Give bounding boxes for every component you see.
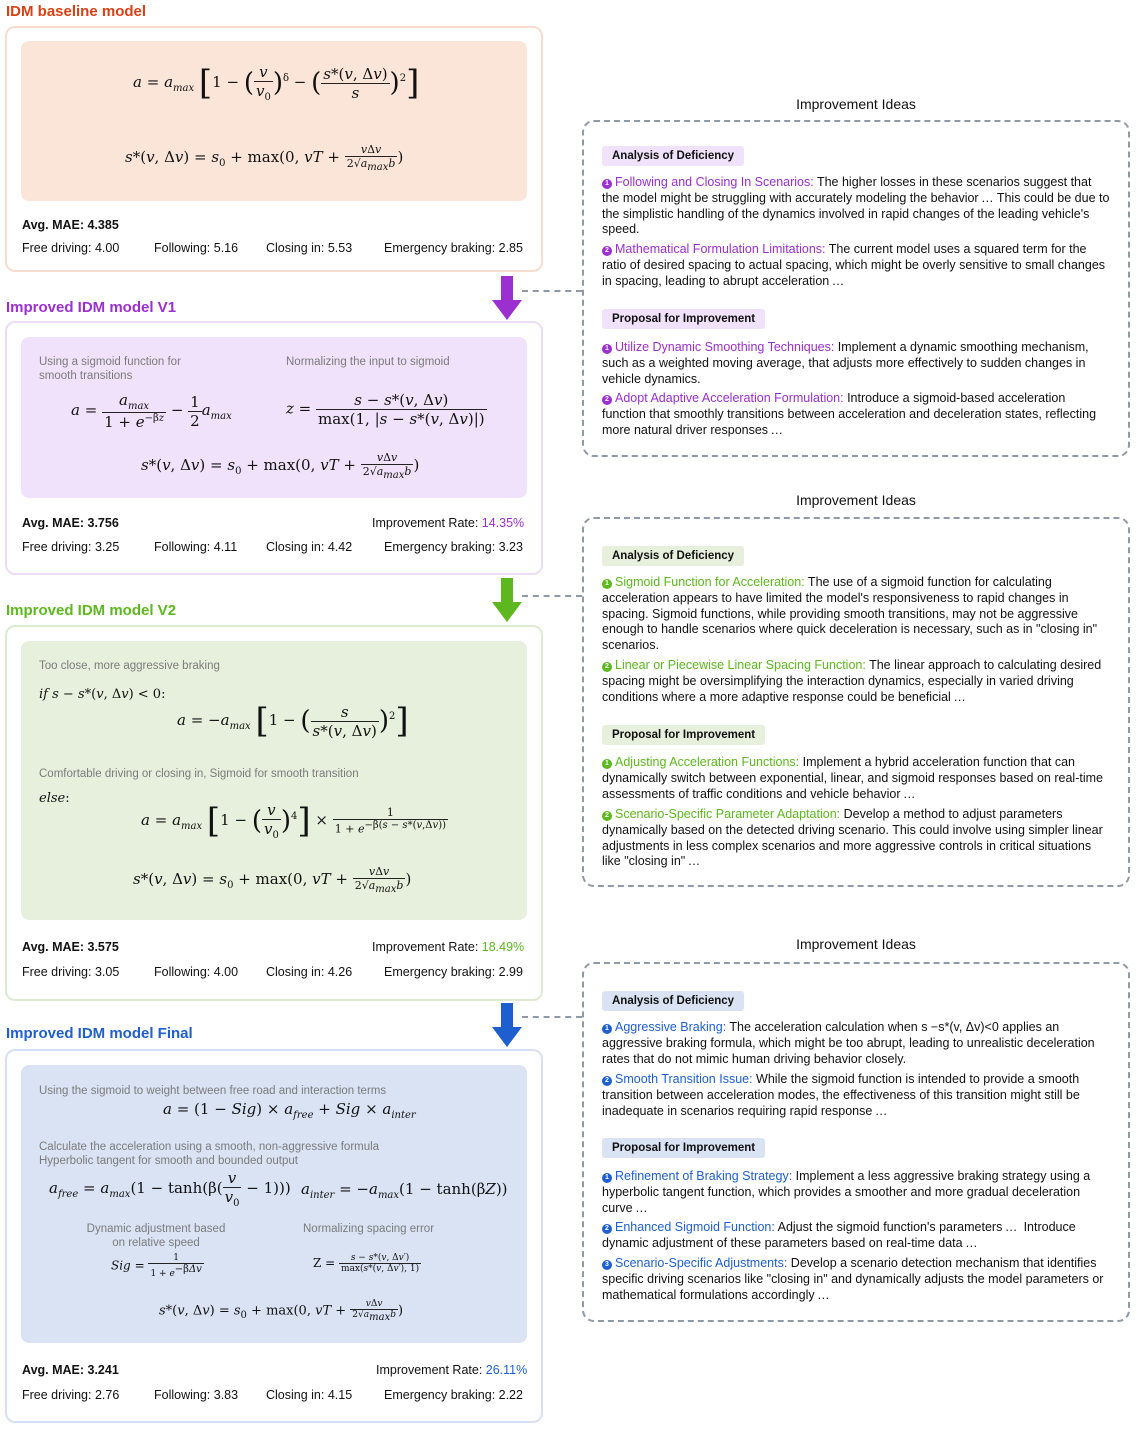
proposal-body: Develop a scenario detection mechanism that identifies specific driving scenarios like "closing in" and dynamically adjusts the model parameters or mathematical formulations accordingly … [602, 1256, 1104, 1302]
proposal-item [602, 755, 1112, 802]
baseline-avg-mae: Avg. MAE: 4.385 [22, 218, 119, 232]
final-note-normalizing: Normalizing spacing error [303, 1223, 435, 1235]
number-badge: 2 [602, 246, 612, 256]
final-spacing-formula: s*(v, $\Delta v) = s_0 + \max(0$, vT + $\frac{\text{vΔv}}{2√a_{max}b}$ ) [159, 1299, 404, 1323]
proposal-body: Implement a less aggressive braking strategy using a hyperbolic tangent function, which provides a smoother and more gradual deceleration curve … [602, 1169, 1091, 1215]
proposal-tag: Proposal for Improvement [602, 725, 765, 745]
final-z-formula: Z = $\frac{s - s*(v, \Delta v')}{\max(s*(v, \Delta v'), 1)}$ [313, 1253, 420, 1274]
final-sig-formula: Sig = $\frac{1}{1 + e^{-\beta\Delta v}}$ [111, 1253, 202, 1279]
proposal-item [602, 1220, 1112, 1252]
proposal-head: Enhanced Sigmoid Function: [615, 1220, 775, 1234]
proposal-item [602, 807, 1112, 870]
number-badge: 1 [602, 579, 612, 589]
analysis-item [602, 575, 1112, 654]
proposal-item [602, 1256, 1112, 1303]
proposal-head: Scenario-Specific Adjustments: [615, 1256, 788, 1270]
proposal-body: Implement a dynamic smoothing mechanism, such as a weighted moving average, that adjusts more effectively to sudden changes in vehicle dynamics. [602, 340, 1089, 386]
v1-note-normalizing: Normalizing the input to sigmoid [286, 356, 450, 368]
v2-braking-formula: $a = -a_{max}$ [1 − ( $\frac{s}{s*(v, \Delta v)}$ )$^2$] [177, 701, 409, 741]
arrow-down-icon [492, 1003, 522, 1047]
number-badge: 2 [602, 811, 612, 821]
v1-emergency-braking: Emergency braking: 3.23 [384, 540, 523, 554]
v2-spacing-formula: s*(v, $\Delta v) = s_0 + \max(0$, vT + $\frac{\text{vΔv}}{2√a_{max}b}$ ) [133, 865, 412, 896]
v2-rate-label: Improvement Rate: [372, 940, 482, 954]
connector-line [522, 595, 582, 597]
number-badge: 3 [602, 1260, 612, 1270]
analysis-head: Following and Closing In Scenarios: [615, 175, 814, 189]
analysis-body: While the sigmoid function is intended to provide a smooth transition between acceleration modes, the effectiveness of this transition might still be inadequate in scenarios requiring rapid response … [602, 1072, 1080, 1118]
proposal-body: Adjust the sigmoid function's parameters … Introduce dynamic adjustment of these parameters based on real-time data … [602, 1220, 1076, 1250]
proposal-body: Implement a hybrid acceleration function that can dynamically switch between exponential, linear, and sigmoid responses based on real-time assessments of traffic conditions and vehicle behavior … [602, 755, 1103, 801]
number-badge: 2 [602, 662, 612, 672]
number-badge: 1 [602, 344, 612, 354]
analysis-item [602, 658, 1112, 705]
ideas-box-2 [582, 517, 1130, 887]
analysis-tag: Analysis of Deficiency [602, 146, 744, 166]
final-rate-value: 26.11% [485, 1363, 528, 1377]
analysis-item [602, 1020, 1112, 1067]
analysis-body: The higher losses in these scenarios suggest that the model might be struggling with accurately modeling the behavior … This could be due to the simplistic handling of the dynamics involved in rapid changes of the leading vehicle's speed. [602, 175, 1110, 237]
final-note-dynamic: Dynamic adjustment based on relative speed [86, 1223, 226, 1249]
final-note-weight: Using the sigmoid to weight between free road and interaction terms [39, 1085, 387, 1097]
v1-following: Following: 4.11 [154, 540, 238, 554]
v2-closing-in: Closing in: 4.26 [266, 965, 353, 979]
v1-closing-in: Closing in: 4.42 [266, 540, 353, 554]
baseline-accel-formula: $a = a_{max}$ [1 − ( $\frac{v}{v_0}$ )$^\delta$ − ( $\frac{s*(v, \Delta v)}{s}$ )$^2$] [133, 63, 420, 103]
analysis-head: Mathematical Formulation Limitations: [615, 242, 826, 256]
v2-improvement-rate [372, 940, 524, 954]
v1-normalize-formula: z = $\frac{s - s*(v, \Delta v)}{\max(1, |s - s*(v, \Delta v)|)}$ [286, 391, 485, 428]
final-rate-label: Improvement Rate: [376, 1363, 486, 1377]
connector-line [522, 1016, 582, 1018]
v2-condition-if: if s − s*(v, Δv) < 0: [39, 687, 166, 702]
final-inter-formula: $a_{inter} = -a_{max}(1 - \tanh(\beta Z))$ [301, 1180, 508, 1201]
analysis-head: Linear or Piecewise Linear Spacing Function: [615, 658, 866, 672]
ideas-title-2: Improvement Ideas [796, 492, 916, 508]
ideas-box-1 [582, 120, 1130, 457]
proposal-body: Introduce a sigmoid-based acceleration function that smoothly transitions between acceleration and deceleration states, reflecting more natural driver responses … [602, 391, 1097, 437]
v1-accel-formula: a = $\frac{a_{max}}{1 + e^{-\beta z}}$ − $\frac{1}{2}$ $a_{max}$ [71, 391, 232, 431]
final-blend-formula: $a = (1 - Sig) \times a_{free}$ + Sig × $a_{inter}$ [163, 1100, 416, 1121]
number-badge: 1 [602, 179, 612, 189]
ideas-title-3: Improvement Ideas [796, 936, 916, 952]
final-panel [5, 1049, 543, 1423]
baseline-panel [5, 26, 543, 272]
number-badge: 1 [602, 759, 612, 769]
analysis-tag: Analysis of Deficiency [602, 546, 744, 566]
final-avg-mae: Avg. MAE: 3.241 [22, 1363, 119, 1377]
proposal-head: Scenario-Specific Parameter Adaptation: [615, 807, 841, 821]
v1-spacing-formula: s*(v, $\Delta v) = s_0 + \max(0$, vT + $\frac{\text{vΔv}}{2√a_{max}b}$ ) [141, 451, 420, 482]
v1-formula-box [21, 337, 527, 498]
v1-note-sigmoid: Using a sigmoid function for smooth transitions [39, 356, 181, 382]
proposal-item [602, 340, 1112, 387]
final-note-tanh: Hyperbolic tangent for smooth and bounded output [39, 1155, 298, 1167]
proposal-tag: Proposal for Improvement [602, 1138, 765, 1158]
proposal-head: Utilize Dynamic Smoothing Techniques: [615, 340, 835, 354]
number-badge: 2 [602, 1076, 612, 1086]
v1-avg-mae: Avg. MAE: 3.756 [22, 516, 119, 530]
final-free-formula: $a_{free} = a_{max}(1 - \tanh(\beta$( $\frac{v}{v_0}$ − 1))) [49, 1169, 291, 1209]
proposal-body: Develop a method to adjust parameters dynamically based on the detected driving scenario. This could involve using simpler linear adjustments in less complex scenarios and more aggressive controls in critical situations like "closing in" … [602, 807, 1103, 869]
v2-formula-box [21, 641, 527, 920]
number-badge: 1 [602, 1173, 612, 1183]
baseline-formula-box [21, 41, 527, 201]
baseline-title: IDM baseline model [6, 3, 147, 20]
arrow-down-icon [492, 578, 522, 622]
v1-rate-label: Improvement Rate: [372, 516, 482, 530]
v1-title: Improved IDM model V1 [6, 299, 177, 316]
analysis-head: Smooth Transition Issue: [615, 1072, 753, 1086]
proposal-item [602, 1169, 1112, 1216]
final-following: Following: 3.83 [154, 1388, 239, 1402]
baseline-spacing-formula: s*(v, $\Delta v) = s_0 + \max(0$, vT + $\frac{\text{vΔv}}{2√a_{max}b}$ ) [125, 143, 404, 174]
analysis-body: The current model uses a squared term for the ratio of desired spacing to actual spacing, which might be overly sensitive to small changes in spacing, leading to abrupt acceleration … [602, 242, 1106, 288]
proposal-head: Refinement of Braking Strategy: [615, 1169, 793, 1183]
number-badge: 1 [602, 1024, 612, 1034]
final-improvement-rate [376, 1363, 527, 1377]
analysis-head: Aggressive Braking: [615, 1020, 727, 1034]
analysis-item [602, 242, 1112, 289]
analysis-item [602, 1072, 1112, 1119]
analysis-body: The use of a sigmoid function for calculating acceleration appears to have limited the model's responsiveness to rapid changes in spacing. Sigmoid functions, while providing smooth transitions, may not be aggressive enough to handle scenarios where quick deceleration is necessary, such as in "closing in" scenarios. [602, 575, 1098, 653]
v2-title: Improved IDM model V2 [6, 602, 177, 619]
v2-following: Following: 4.00 [154, 965, 239, 979]
number-badge: 2 [602, 395, 612, 405]
analysis-body: The acceleration calculation when s −s*(v, Δv)<0 applies an aggressive braking formula, which might be too abrupt, leading to unrealistic deceleration rates that do not mimic human driving behavior closely. [602, 1020, 1095, 1066]
analysis-head: Sigmoid Function for Acceleration: [615, 575, 805, 589]
final-title: Improved IDM model Final [6, 1025, 193, 1042]
ideas-box-3 [582, 962, 1130, 1322]
analysis-tag: Analysis of Deficiency [602, 991, 744, 1011]
v2-avg-mae: Avg. MAE: 3.575 [22, 940, 119, 954]
v2-note-sigmoid: Comfortable driving or closing in, Sigmoid for smooth transition [39, 768, 359, 780]
proposal-head: Adopt Adaptive Acceleration Formulation: [615, 391, 844, 405]
baseline-following: Following: 5.16 [154, 241, 239, 255]
v1-panel [5, 321, 543, 575]
v2-accel-formula: $a = a_{max}$ [1 − ( $\frac{v}{v_0}$ )$^4$] × $\frac{1}{1 + e^{-\beta(s - s*(v,\Delta v))}}$ [141, 801, 446, 841]
v1-rate-value: 14.35% [481, 516, 525, 530]
final-closing-in: Closing in: 4.15 [266, 1388, 353, 1402]
arrow-down-icon [492, 276, 522, 320]
v1-improvement-rate [372, 516, 524, 530]
final-note-smooth: Calculate the acceleration using a smooth, non-aggressive formula [39, 1141, 380, 1153]
connector-line [522, 290, 582, 292]
final-emergency-braking: Emergency braking: 2.22 [384, 1388, 523, 1402]
baseline-free-driving: Free driving: 4.00 [22, 241, 120, 255]
proposal-item [602, 391, 1112, 438]
v2-rate-value: 18.49% [481, 940, 525, 954]
v2-condition-else: else: [39, 791, 70, 806]
final-formula-box [21, 1065, 527, 1343]
proposal-head: Adjusting Acceleration Functions: [615, 755, 800, 769]
analysis-body: The linear approach to calculating desired spacing might be oversimplifying the interaction dynamics, especially in varied driving conditions where a more adaptive response could be beneficial … [602, 658, 1102, 704]
proposal-tag: Proposal for Improvement [602, 309, 765, 329]
baseline-closing-in: Closing in: 5.53 [266, 241, 353, 255]
baseline-emergency-braking: Emergency braking: 2.85 [384, 241, 523, 255]
v2-note-braking: Too close, more aggressive braking [39, 660, 220, 672]
ideas-title-1: Improvement Ideas [796, 96, 916, 112]
final-free-driving: Free driving: 2.76 [22, 1388, 120, 1402]
v2-panel [5, 625, 543, 1001]
v2-free-driving: Free driving: 3.05 [22, 965, 120, 979]
v2-emergency-braking: Emergency braking: 2.99 [384, 965, 523, 979]
v1-free-driving: Free driving: 3.25 [22, 540, 120, 554]
analysis-item [602, 175, 1112, 238]
number-badge: 2 [602, 1224, 612, 1234]
